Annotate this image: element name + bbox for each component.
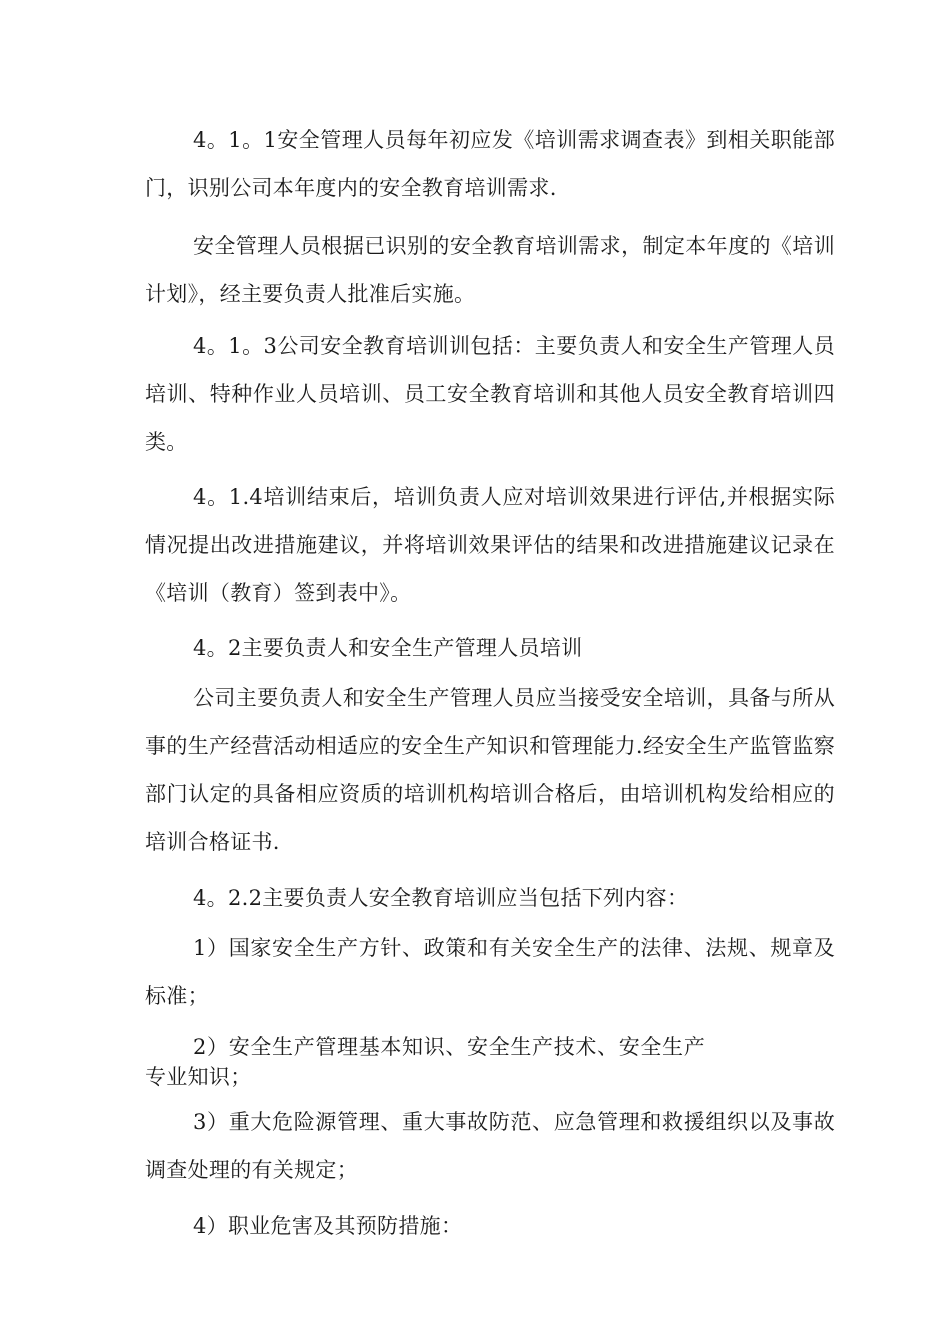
list-item-4: 4）职业危害及其预防措施：	[193, 1214, 463, 1238]
paragraph-leader-training: 公司主要负责人和安全生产管理人员应当接受安全培训，具备与所从事的生产经营活动相适应的安全生产知识和管理能力.经安全生产监管监察部门认定的具备相应资质的培训机构培训合格后，由培训机构发给相应的培训合格证书.	[145, 686, 835, 854]
list-item-3: 3）重大危险源管理、重大事故防范、应急管理和救援组织以及事故调查处理的有关规定；	[145, 1110, 835, 1182]
list-item-2: 2）安全生产管理基本知识、安全生产技术、安全生产专业知识；	[145, 1035, 705, 1089]
paragraph-4-1-1: 4。1。1安全管理人员每年初应发《培训需求调查表》到相关职能部门，识别公司本年度内的安全教育培训需求.	[145, 128, 835, 200]
paragraph-4-1-3: 4。1。3公司安全教育培训训包括：主要负责人和安全生产管理人员培训、特种作业人员培训、员工安全教育培训和其他人员安全教育培训四类。	[145, 334, 835, 454]
paragraph-training-plan: 安全管理人员根据已识别的安全教育培训需求，制定本年度的《培训计划》，经主要负责人批准后实施。	[145, 234, 835, 306]
list-item-1: 1）国家安全生产方针、政策和有关安全生产的法律、法规、规章及标准；	[145, 936, 835, 1008]
paragraph-4-2-2: 4。2.2主要负责人安全教育培训应当包括下列内容：	[193, 886, 689, 910]
paragraph-4-1-4: 4。1.4培训结束后，培训负责人应对培训效果进行评估,并根据实际情况提出改进措施建议，并将培训效果评估的结果和改进措施建议记录在《培训（教育）签到表中》。	[145, 485, 835, 605]
heading-4-2: 4。2主要负责人和安全生产管理人员培训	[193, 636, 583, 660]
